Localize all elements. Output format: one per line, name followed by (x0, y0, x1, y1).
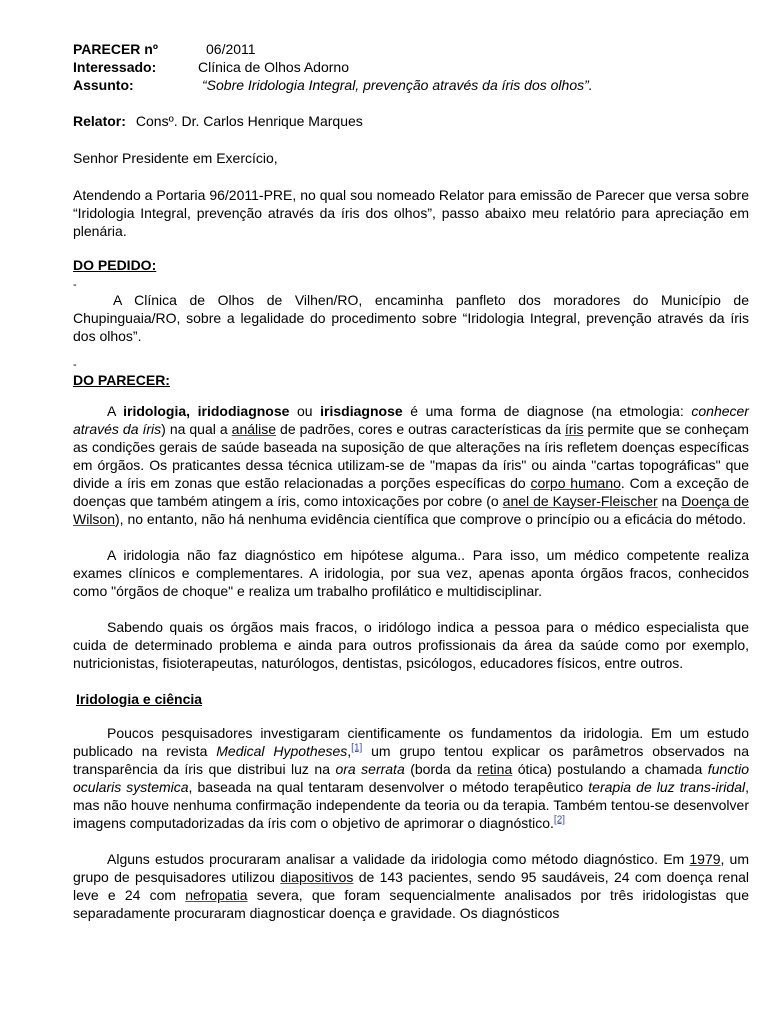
link-corpo-humano[interactable]: corpo humano (530, 475, 621, 491)
interessado-value: Clínica de Olhos Adorno (198, 59, 349, 75)
term-irisdiagnose: irisdiagnose (320, 403, 403, 419)
ciencia-paragraph-1: Poucos pesquisadores investigaram cientificamente os fundamentos da iridologia. Em um estudo publicado na revista Medical Hypotheses,[1] um grupo tentou explicar os parâmetros observados na transparência da íris que distribui luz na ora serrata (borda da retina ótica) postulando a chamada functio ocularis systemica, baseada na qual tentaram desenvolver o método terapêutico terapia de luz trans-iridal, mas não houve nenhuma confirmação independente da teoria ou da terapia. Também tentou-se desenvolver imagens computadorizadas da íris com o objetivo de aprimorar o diagnóstico.[2] (73, 725, 749, 831)
parecer-paragraph-1: A iridologia, iridodiagnose ou irisdiagnose é uma forma de diagnose (na etmologia: conhecer através da íris) na qual a análise de padrões, cores e outras características da íris permite que se conheçam as condições gerais de saúde baseada na suposição de que alterações na íris refletem doenças específicas em órgãos. Os praticantes dessa técnica utilizam-se de "mapas da íris" ou ainda "cartas topográficas" que divide a íris em zonas que estão relacionadas a porções específicas do corpo humano. Com a exceção de doenças que também atingem a íris, como intoxicações por cobre (o anel de Kayser-Fleischer na Doença de Wilson), no entanto, não há nenhuma evidência científica que comprove o princípio ou a eficácia do método. (73, 403, 749, 527)
relator-label: Relator: (73, 113, 126, 129)
relator-value: Consº. Dr. Carlos Henrique Marques (135, 113, 363, 129)
parecer-number-row (73, 40, 749, 58)
document-page (73, 40, 749, 922)
term-iridologia: iridologia, iridodiagnose (123, 403, 290, 419)
parecer-heading: DO PARECER: (73, 372, 170, 388)
assunto-value: “Sobre Iridologia Integral, prevenção através da íris dos olhos”. (202, 77, 593, 93)
link-nefropatia[interactable]: nefropatia (185, 887, 248, 903)
pedido-paragraph: A Clínica de Olhos de Vilhen/RO, encaminha panfleto dos moradores do Município de Chupinguaia/RO, sobre a legalidade do procedimento sobre “Iridologia Integral, prevenção através da íris dos olhos”. (73, 292, 749, 344)
ciencia-heading: Iridologia e ciência (76, 691, 203, 707)
etymology-text: conhecer através da íris (73, 403, 749, 437)
reference-link-2[interactable]: [2] (553, 814, 566, 826)
pedido-heading: DO PEDIDO: (73, 257, 157, 273)
link-1979[interactable]: 1979 (689, 851, 721, 867)
link-analise[interactable]: análise (231, 421, 277, 437)
relator-row (73, 112, 749, 130)
interessado-row (73, 58, 749, 76)
ciencia-paragraph-2: Alguns estudos procuraram analisar a validade da iridologia como método diagnóstico. Em 1979, um grupo de pesquisadores utilizou diapositivos de 143 pacientes, sendo 95 saudáveis, 24 com doença renal leve e 24 com nefropatia severa, que foram sequencialmente analisados por três iridologistas que separadamente procuraram diagnosticar doença e gravidade. Os diagnósticos (73, 851, 749, 921)
parecer-number-value: 06/2011 (206, 41, 256, 57)
link-iris[interactable]: íris (564, 421, 584, 437)
reference-link-1[interactable]: [1] (351, 742, 363, 754)
journal-name: Medical Hypotheses (216, 743, 348, 759)
parecer-marker: - (73, 359, 77, 371)
link-retina[interactable]: retina (477, 761, 513, 777)
link-doenca-de-wilson[interactable]: Doença de Wilson (73, 493, 749, 527)
intro-paragraph: Atendendo a Portaria 96/2011-PRE, no qual sou nomeado Relator para emissão de Parecer que versa sobre “Iridologia Integral, prevenção através da íris dos olhos”, passo abaixo meu relatório para apreciação em plenária. (73, 187, 749, 239)
assunto-label: Assunto: (73, 77, 134, 93)
link-anel-kayser-fleischer[interactable]: anel de Kayser-Fleischer (502, 493, 658, 509)
link-diapositivos[interactable]: diapositivos (280, 869, 354, 885)
parecer-paragraph-2: A iridologia não faz diagnóstico em hipótese alguma.. Para isso, um médico competente realiza exames clínicos e complementares. A iridologia, por sua vez, apenas aponta órgãos fracos, conhecidos como "órgãos de choque" e realiza um trabalho profilático e multidisciplinar. (73, 547, 749, 599)
pedido-marker: - (73, 279, 77, 291)
parecer-number-label: PARECER nº (73, 41, 158, 57)
greeting: Senhor Presidente em Exercício, (73, 150, 278, 166)
parecer-paragraph-3: Sabendo quais os órgãos mais fracos, o iridólogo indica a pessoa para o médico especialista que cuida de determinado problema e ainda para outros profissionais da área da saúde como por exemplo, nutricionistas, fisioterapeutas, naturólogos, dentistas, psicólogos, educadores físicos, entre outros. (73, 619, 749, 671)
interessado-label: Interessado: (73, 59, 157, 75)
assunto-row (73, 76, 749, 94)
